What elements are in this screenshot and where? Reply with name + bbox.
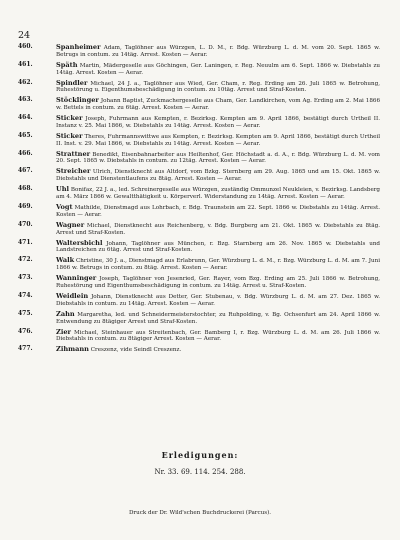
entry-name: Walk <box>56 256 75 265</box>
entry-name: Uhl <box>56 185 70 194</box>
entry-number: 466. <box>18 149 33 157</box>
entry-number: 473. <box>18 274 33 282</box>
entry-text: Ulrich, Dienstknecht aus Altdorf, vom Bzkg. Sternberg am 29. Aug. 1865 und am 15. Okt. 1865 w. Diebstahls und Dienstentlaufens zu 8täg. Arrest. Kosten — Aerar. <box>56 169 381 183</box>
entry-list <box>18 44 380 357</box>
list-item <box>18 168 380 183</box>
list-item <box>18 293 380 308</box>
entry-text: Michael, 24 J. a., Taglöhner aus Wied, Ger. Cham, r. Reg. Erding am 26. Juli 1865 w. Betrohung, Ruhestörung u. Eigenthumsbeschädigung in contum. zu 10täg. Arrest und Straf-Kosten. <box>56 80 380 94</box>
list-item <box>18 44 380 59</box>
list-item <box>18 80 380 95</box>
entry-number: 475. <box>18 309 33 317</box>
entry-name: Stöcklinger <box>56 96 99 105</box>
entry-name: Weidlein <box>56 291 89 300</box>
entry-number: 469. <box>18 203 33 211</box>
entry-name: Vogt <box>56 203 73 212</box>
list-item <box>18 240 380 255</box>
entry-number: 476. <box>18 327 33 335</box>
entry-number: 462. <box>18 78 33 86</box>
entry-text: Johann Baptist, Zuckmachergeselle aus Cham, Ger. Landkirchen, vom Ag. Erding am 2. Mai 1866 w. Bettels in contum. zu 6täg. Arrest. Kosten — Aerar. <box>56 98 381 112</box>
list-item <box>18 62 380 77</box>
entry-text: Creszenz, vide Seindl Creszenz. <box>90 347 182 354</box>
entry-name: Zier <box>56 327 71 336</box>
list-item <box>18 311 380 326</box>
entry-number: 461. <box>18 60 33 68</box>
entry-name: Zihmann <box>56 345 89 354</box>
entry-text: Theres, Fuhrmannswittwe aus Kempten, r. Bezirksg. Kempten am 9. April 1866, bestätigt durch Urtheil II. Inst. v. 29. Mai 1866, w. Diebstahls zu 14täg. Arrest. Kosten — Aerar. <box>56 133 381 147</box>
list-item <box>18 115 380 130</box>
list-item <box>18 97 380 112</box>
entry-name: Wanninger <box>56 274 97 283</box>
entry-name: Spindler <box>56 78 88 87</box>
entry-number: 463. <box>18 96 33 104</box>
entry-text: Joseph, Taglöhner von Jesenried, Ger. Rayer, vom Bzg. Erding am 25. Juli 1866 w. Betrohung, Ruhestörung und Eigenthumsbeschädigung in contum. zu 14täg. Arrest u. Straf-Kosten. <box>56 276 381 289</box>
entry-number: 468. <box>18 185 33 193</box>
printer-imprint: Druck der Dr. Wild'schen Buchdruckerei (Parcus). <box>128 510 272 516</box>
list-item <box>18 329 380 344</box>
entry-text: Christine, 30 J. a., Dienstmagd aus Erlabrunn, Ger. Würzburg L. d. M., r. Bzg. Würzburg L. d. M. am 7. Juni 1866 w. Betrugs in contum. zu 8täg. Arrest. Kosten — Aerar. <box>56 258 380 272</box>
list-item <box>18 275 380 290</box>
entry-name: Sticker <box>56 131 83 140</box>
entry-text: Mathilde, Dienstmagd aus Lohrbach, r. Bdg. Traunstein am 22. Sept. 1866 w. Diebstahls zu 14täg. Arrest. Kosten — Aerar. <box>56 205 380 218</box>
entry-name: Späth <box>56 60 78 69</box>
entry-name: Wagner <box>56 220 85 229</box>
entry-number: 460. <box>18 43 33 50</box>
list-item <box>18 204 380 219</box>
settlements-references: Nr. 33. 69. 114. 254. 288. <box>154 468 246 476</box>
entry-name: Spanheimer <box>56 43 101 51</box>
entry-number: 471. <box>18 238 33 246</box>
entry-number: 477. <box>18 345 33 353</box>
entry-number: 464. <box>18 114 33 122</box>
entry-number: 470. <box>18 220 33 228</box>
entry-name: Strattner <box>56 149 91 158</box>
entry-text: Bonifaz, 22 J. a., led. Schreinergeselle aus Würzgen, zuständig Ommunzel Neukleien, v. Bezirksg. Landsberg am 4. März 1866 w. Gewaltthätigkeit u. Körperverl. Widerstandung zu 14täg. Arrest. Kosten — Aerar. <box>56 187 381 201</box>
entry-text: Joseph, Fuhrmann aus Kempten, r. Bezirksg. Kempten am 9. April 1866, bestätigt durch Urtheil II. Instanz v. 25. Mai 1866, w. Diebstahls zu 14täg. Arrest. Kosten — Aerar. <box>56 116 380 129</box>
list-item <box>18 346 380 354</box>
entry-name: Zahn <box>56 309 75 318</box>
entry-name: Sticker <box>56 114 83 123</box>
list-item <box>18 222 380 237</box>
list-item <box>18 186 380 201</box>
page-number: 24 <box>18 30 31 41</box>
entry-text: Johann, Taglöhner aus München, r. Bzg. Starnberg am 26. Nov. 1865 w. Diebstahls und Landstreichen zu 6täg. Arrest und Straf-Kosten. <box>56 240 380 254</box>
list-item <box>18 257 380 272</box>
entry-text: Johann, Dienstknecht aus Detter, Ger. Stubenau, v. Bdg. Würzburg L. d. M. am 27. Dez. 1865 w. Diebstahls in contum. zu 14täg. Arrest. Kosten — Aerar. <box>56 293 380 307</box>
entry-text: Adam, Taglöhner aus Würzgen, L. D. M., r. Bdg. Würzburg L. d. M. vom 20. Sept. 1865 w. Betrugs in contum. zu 14täg. Arrest. Kosten — Aerar. <box>56 45 380 58</box>
entry-text: Michael, Dienstknecht aus Reichenberg, v. Bdg. Burgberg am 21. Okt. 1865 w. Diebstahls zu 8täg. Arrest und Straf-Kosten. <box>56 222 380 236</box>
entry-number: 467. <box>18 167 33 175</box>
entry-text: Benedikt, Eisenbahnarbeiter aus Heiltenhof, Ger. Höchstadt a. d. A., r. Bdg. Würzburg L. d. M. vom 20. Sept. 1865 w. Diebstahls in contum. zu 12täg. Arrest. Kosten — Aerar. <box>56 151 380 165</box>
list-item <box>18 133 380 148</box>
settlements-heading: Erledigungen: <box>161 450 239 460</box>
entry-number: 472. <box>18 256 33 264</box>
entry-name: Streicher <box>56 167 91 176</box>
list-item <box>18 151 380 166</box>
entry-text: Michael, Steinhauer aus Streitenbach, Ger. Bamberg I, r. Bzg. Würzburg L. d. M. am 26. Juli 1866 w. Diebstahls in contum. zu 8tägiger Arrest. Kosten — Aerar. <box>56 329 381 343</box>
entry-number: 465. <box>18 131 33 139</box>
entry-number: 474. <box>18 291 33 299</box>
entry-text: Margaretha, led. und Schneidermeisterstochter, zu Ruhpolding, v. Bg. Ochsenfurt am 24. April 1866 w. Entwendung zu 8tägiger Arrest und Straf-Kosten. <box>56 311 380 325</box>
entry-text: Martin, Mädergeselle aus Göchingen, Ger. Laningen, r. Reg. Neuulm am 6. Sept. 1866 w. Diebstahls zu 14täg. Arrest. Kosten — Aerar. <box>56 62 381 76</box>
entry-name: Waltersbichl <box>56 238 103 247</box>
